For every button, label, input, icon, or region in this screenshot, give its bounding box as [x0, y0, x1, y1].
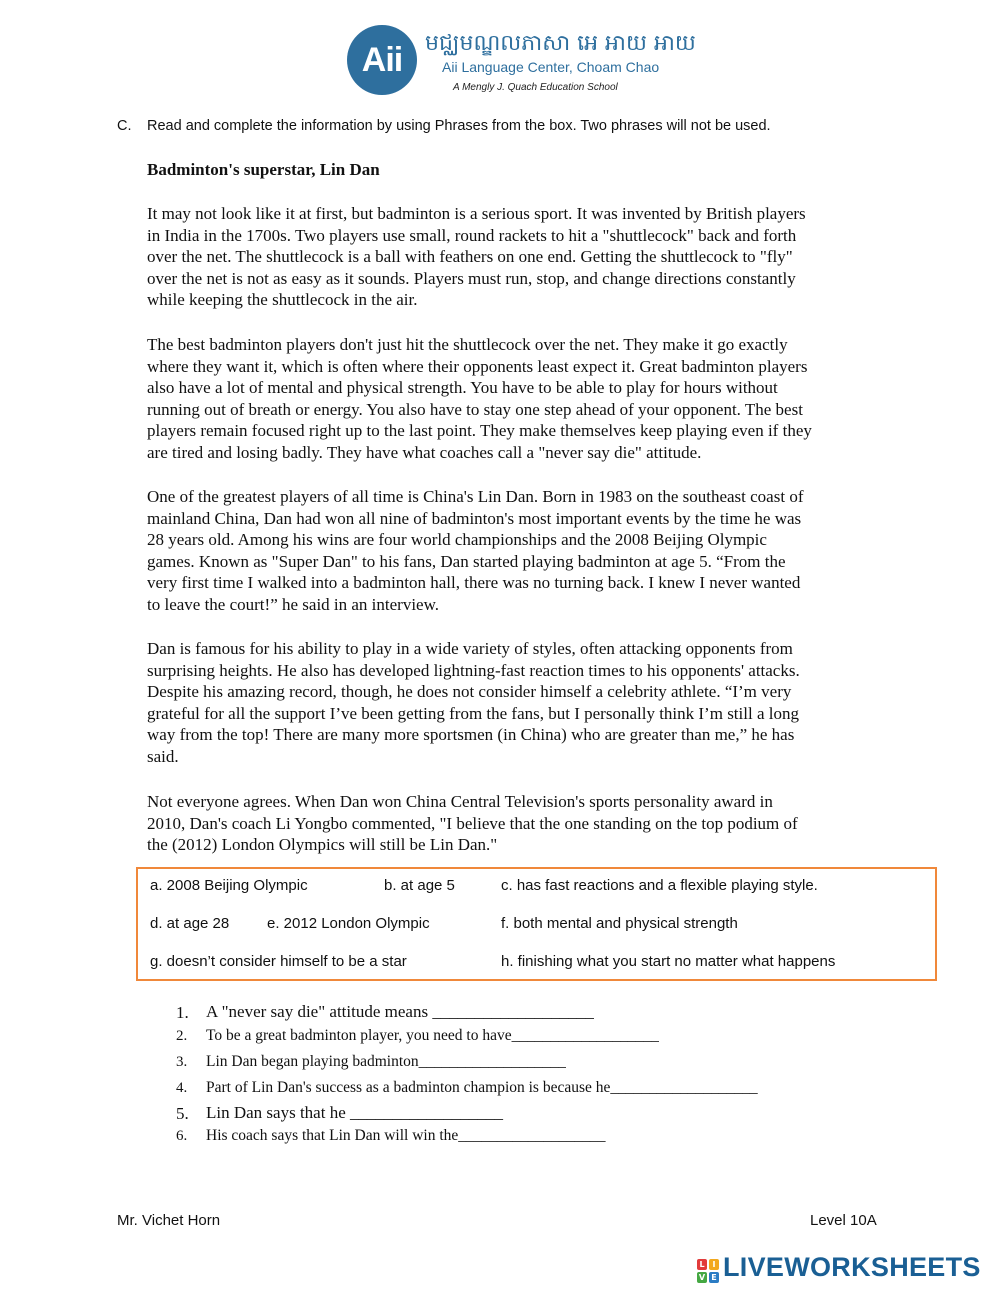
phrase-f: f. both mental and physical strength	[501, 915, 738, 932]
text-line: mainland China, Dan had won all nine of badminton's most important events by the time he was	[147, 508, 802, 528]
text-line: over the net is not as easy as it sounds. Players must run, stop, and change directions constantly	[147, 268, 796, 288]
question-number-1: 1.	[176, 1003, 189, 1022]
question-number-5: 5.	[176, 1104, 189, 1123]
article-paragraph-4	[147, 638, 887, 768]
text-line: Despite his amazing record, though, he does not consider himself a celebrity athlete. “I’m very	[147, 682, 792, 702]
question-number-4: 4.	[176, 1080, 188, 1096]
text-line: to leave the court!” he said in an interview.	[147, 594, 440, 614]
phrase-g: g. doesn’t consider himself to be a star	[150, 953, 407, 970]
instruction	[117, 118, 771, 134]
text-line: the (2012) London Olympics will still be Lin Dan."	[147, 835, 498, 855]
question-5[interactable]: Lin Dan says that he __________________	[206, 1103, 503, 1122]
question-number-3: 3.	[176, 1054, 188, 1070]
logo-school-name: A Mengly J. Quach Education School	[453, 82, 618, 93]
phrase-b: b. at age 5	[384, 877, 455, 894]
text-line: grateful for all the support I’ve been getting from the fans, but I personally think I’m still a long	[147, 703, 799, 723]
logo-center-name: Aii Language Center, Choam Chao	[442, 59, 660, 75]
question-number-2: 2.	[176, 1028, 188, 1044]
text-line: Dan is famous for his ability to play in a wide variety of styles, often attacking opponents from	[147, 639, 793, 658]
lw-cell-i: I	[709, 1259, 719, 1270]
article-paragraph-2	[147, 334, 887, 464]
text-line: where they want it, which is often where their opponents least expect it. Great badminton players	[147, 356, 808, 376]
article-paragraph-5	[147, 791, 887, 856]
question-number-6: 6.	[176, 1128, 188, 1144]
text-line: One of the greatest players of all time is China's Lin Dan. Born in 1983 on the southeast coast of	[147, 487, 804, 506]
question-6[interactable]: His coach says that Lin Dan will win the___________________	[206, 1127, 606, 1144]
text-line: also have a lot of mental and physical strength. You have to be able to play for hours without	[147, 378, 778, 398]
instruction-text: Read and complete the information by using Phrases from the box. Two phrases will not be used.	[147, 118, 771, 134]
text-line: 2010, Dan's coach Li Yongbo commented, "I believe that the one standing on the top podium of	[147, 813, 798, 833]
text-line: are tired and losing badly. They have what coaches call a "never say die" attitude.	[147, 442, 702, 462]
text-line: over the net. The shuttlecock is a ball with feathers on one end. Getting the shuttlecock to "fly"	[147, 247, 793, 267]
phrase-c: c. has fast reactions and a flexible playing style.	[501, 877, 818, 894]
question-3[interactable]: Lin Dan began playing badminton___________________	[206, 1053, 566, 1070]
footer-teacher: Mr. Vichet Horn	[117, 1212, 221, 1229]
question-4[interactable]: Part of Lin Dan's success as a badminton champion is because he___________________	[206, 1079, 758, 1096]
logo-letters: Aii	[361, 41, 403, 79]
phrase-e: e. 2012 London Olympic	[267, 915, 430, 932]
phrase-d: d. at age 28	[150, 915, 230, 932]
text-line: games. Known as "Super Dan" to his fans, Dan started playing badminton at age 5. “From the	[147, 551, 786, 571]
footer-level: Level 10A	[810, 1212, 877, 1229]
phrase-h: h. finishing what you start no matter what happens	[501, 953, 836, 970]
question-1[interactable]: A "never say die" attitude means ___________________	[206, 1002, 594, 1021]
text-line: in India in the 1700s. Two players use small, round rackets to hit a "shuttlecock" back and forth	[147, 225, 797, 245]
question-2[interactable]: To be a great badminton player, you need to have___________________	[206, 1027, 659, 1044]
text-line: way from the top! There are many more sportsmen (in China) who are greater than me,” he has	[147, 725, 795, 745]
liveworksheets-brand[interactable]: LIVEWORKSHEETS	[723, 1252, 981, 1282]
text-line: while keeping the shuttlecock in the air.	[147, 290, 418, 310]
article-title: Badminton's superstar, Lin Dan	[147, 160, 380, 179]
lw-cell-v: V	[698, 1273, 706, 1282]
liveworksheets-grid-icon	[697, 1259, 719, 1283]
text-line: Not everyone agrees. When Dan won China Central Television's sports personality award in	[147, 792, 773, 811]
text-line: It may not look like it at first, but badminton is a serious sport. It was invented by British players	[147, 204, 806, 223]
logo-khmer-name: មជ្ឈមណ្ឌលភាសា អេ អាយ អាយ	[425, 31, 696, 56]
text-line: players remain focused right up to the last point. They make themselves keep playing even if they	[147, 421, 812, 441]
text-line: The best badminton players don't just hit the shuttlecock over the net. They make it go exactly	[147, 335, 788, 354]
lw-cell-e: E	[709, 1272, 719, 1283]
instruction-letter: C.	[117, 118, 132, 134]
phrase-a: a. 2008 Beijing Olympic	[150, 877, 308, 894]
text-line: running out of breath or energy. You also have to stay one step ahead of your opponent. The best	[147, 399, 803, 419]
header-logo	[347, 25, 696, 100]
article-paragraph-1	[147, 203, 887, 311]
text-line: very first time I walked into a badminton hall, there was no turning back. I knew I never wanted	[147, 573, 801, 593]
text-line: surprising heights. He also has developed lightning-fast reaction times to his opponents' attacks.	[147, 660, 800, 680]
article-paragraph-3	[147, 486, 887, 616]
text-line: said.	[147, 746, 179, 766]
text-line: 28 years old. Among his wins are four world championships and the 2008 Beijing Olympic	[147, 530, 767, 550]
lw-cell-l: L	[697, 1259, 707, 1270]
